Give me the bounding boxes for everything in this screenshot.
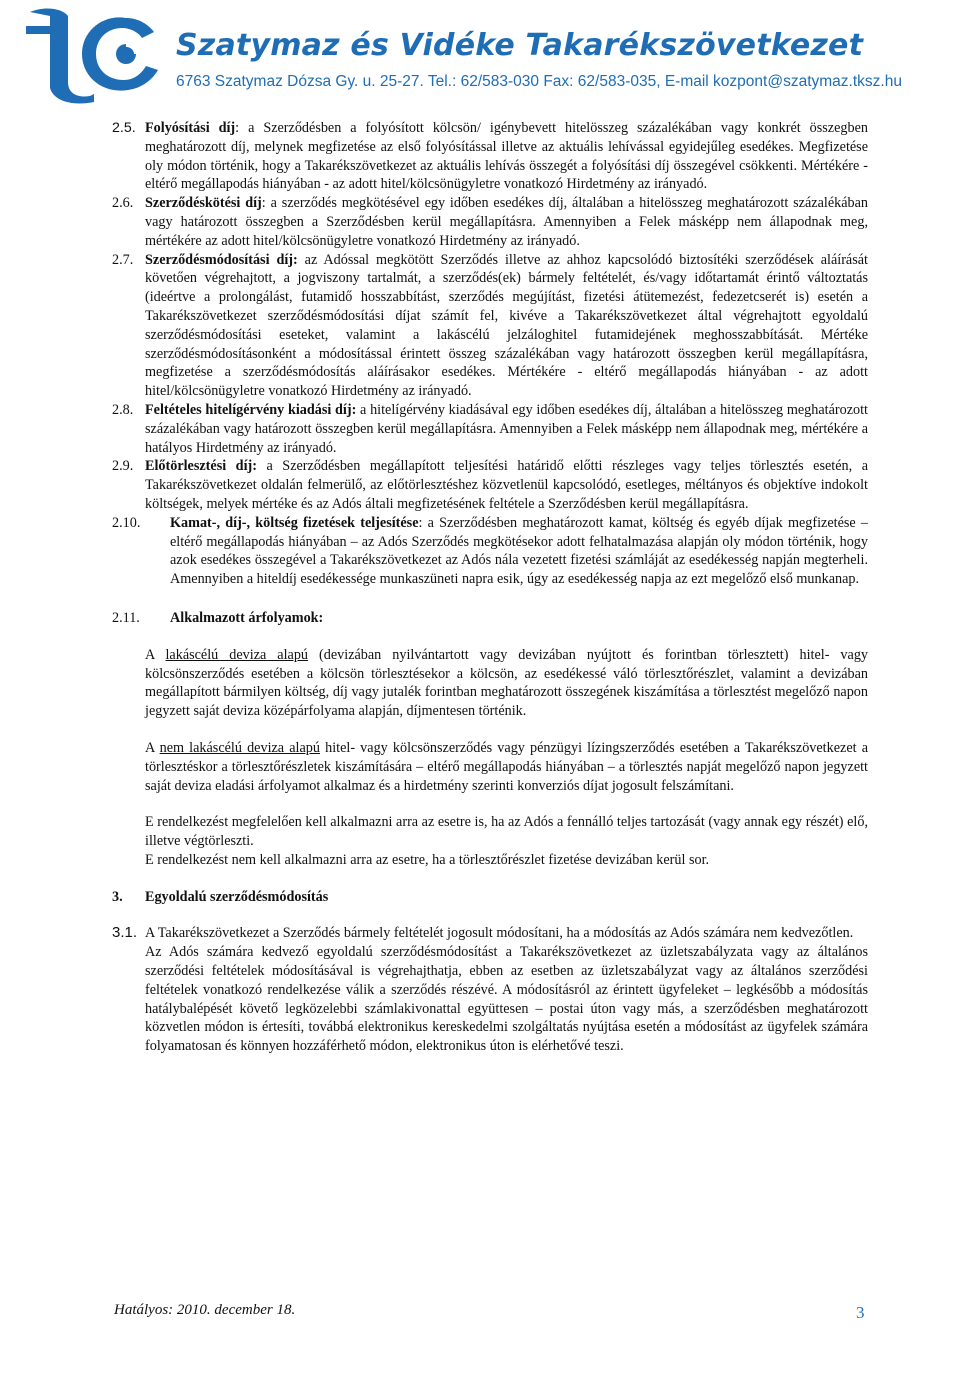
- section-number: 2.5.: [112, 120, 136, 136]
- section-2-11: [112, 609, 868, 628]
- page-number: 3: [856, 1303, 865, 1322]
- section-text: : a Szerződésben a folyósított kölcsön/ igénybevett hitelösszeg százalékában vagy konkrét összegben meghatározott díj, melynek megfizetése az első folyósítással illetve az aktuális lehívással egyidejűleg esedékes. Megfizetése oly módon történik, hogy a Takarékszövetkezet az aktuális lehívás összegét a folyósítási díj összegével csökkenti. Mértékére - eltérő megállapodás hiányában - az adott hitel/kölcsönügyletre vonatkozó Hirdetmény az irányadó.: [145, 120, 868, 193]
- bank-logo-icon: [8, 4, 168, 104]
- section-text: : a szerződés megkötésével egy időben esedékes díj, általában a hitelösszeg meghatározott százalékában vagy határozott összegben a Szerződésben kerül megállapításra. Amennyiben a Felek másképp nem állapodnak meg, mértékére az adott hitel/kölcsönügyletre vonatkozó Hirdetmény az irányadó.: [145, 195, 868, 249]
- section-number: 2.6.: [112, 195, 134, 212]
- section-title: Kamat-, díj-, költség fizetések teljesítése: [170, 514, 419, 531]
- section-number: 2.9.: [112, 458, 134, 475]
- section-number: 2.8.: [112, 401, 134, 418]
- section-3-1: [112, 924, 868, 943]
- section-text: a Szerződésben megállapított teljesítési határidő előtti részleges vagy teljes törlesztés esetén, a Takarékszövetkezet oldalán felmerülő, az előtörlesztéshez közvetlenül kapcsolódó, esetleges, méltányos és objektíve indokolt költségek, melyek mértéke és az Adós általi megfizetésének feltétele a Szerződésben kerül megállapításra.: [145, 458, 868, 512]
- bank-address: 6763 Szatymaz Dózsa Gy. u. 25-27. Tel.: 62/583-030 Fax: 62/583-035, E-mail kozpont@szatymaz.tksz.hu: [176, 73, 902, 90]
- section-title: Feltételes hitelígérvény kiadási díj:: [145, 401, 357, 418]
- section-2-9: [112, 457, 868, 513]
- underlined-term: lakáscélú deviza alapú: [165, 646, 309, 663]
- section-2-6: [112, 194, 868, 250]
- section-2-8: [112, 401, 868, 457]
- section-2-5: [112, 119, 868, 194]
- section-title: Szerződéskötési díj: [145, 195, 262, 212]
- section-number: 2.10.: [112, 514, 141, 531]
- section-title: Folyósítási díj: [145, 120, 236, 136]
- bank-name: Szatymaz és Vidéke Takarékszövetkezet: [176, 28, 864, 63]
- section-text: a hitelígérvény kiadásával egy időben esedékes díj, általában a hitelösszeg meghatározott százalékában vagy határozott összegben kerül megállapításra. Amennyiben a Felek másképp nem állapodnak meg, mértékére a hatályos Hirdetmény az irányadó.: [145, 401, 868, 456]
- underlined-term: nem lakáscélú deviza alapú: [159, 739, 320, 756]
- section-paragraph: Az Adós számára kedvező egyoldalú szerződésmódosítást a Takarékszövetkezet az üzletszabályzata vagy az általános szerződési feltételek módosításával is végrehajthatja, ebben az esetben az üzletszabályzat vagy az általános szerződési feltételek vonatkozó rendelkezése válik a szerződés részévé. A módosításról az érintett ügyfeleket – legkésőbb a módosítás hatálybalépését követő legközelebbi számlakivonattal együttesen – postai úton vagy más, a szerződésben meghatározott közvetlen módon is értesíti, továbbá elektronikus kereskedelmi szolgáltatás nyújtása esetén a módosítást az ügyfelek számára folyamatosan és könnyen hozzáférhető módon, elektronikus úton is elérhetővé teszi.: [145, 944, 868, 1055]
- section-number: 3.1.: [112, 924, 138, 942]
- section-number: 2.7.: [112, 251, 134, 268]
- letterhead: [0, 0, 960, 108]
- provision-paragraph: E rendelkezést nem kell alkalmazni arra az esetre, ha a törlesztőrészlet fizetése devizában kerül sor.: [145, 851, 710, 868]
- section-3: [112, 888, 868, 907]
- effective-date: Hatályos: 2010. december 18.: [114, 1302, 296, 1318]
- fx-housing-paragraph: A lakáscélú deviza alapú (devizában nyilvántartott vagy devizában nyújtott és forintban törlesztett) hitel- vagy kölcsönszerződés esetében a kölcsön törlesztésekor a kölcsön, az esedékessé váló törlesztőrészlet, valamint a devizában megállapított bármilyen költség, díj vagy jutalék forintban meghatározott összegének kiszámítása a törlesztést megelőző napon jegyzett saját deviza középárfolyama alapján, díjmentesen történik.: [145, 646, 869, 720]
- section-2-7: [112, 251, 868, 401]
- section-2-10: [112, 514, 868, 589]
- document-body: [112, 119, 868, 1056]
- section-number: 3.: [112, 888, 123, 905]
- fx-nonhousing-paragraph: A nem lakáscélú deviza alapú hitel- vagy kölcsönszerződés vagy pénzügyi lízingszerződés esetében a Takarékszövetkezet a törlesztéskor a törlesztőrészletek kiszámítására – eltérő megállapodás hiányában – a törlesztés napját megelőző napon jegyzett saját deviza eladási árfolyamot alkalmaz és a hirdetmény szerinti konverziós díjat jogosult felszámítani.: [145, 739, 868, 794]
- section-title: Előtörlesztési díj:: [145, 458, 257, 475]
- section-heading: Egyoldalú szerződésmódosítás: [145, 888, 329, 905]
- section-title: Szerződésmódosítási díj:: [145, 251, 298, 268]
- section-number: 2.11.: [112, 609, 140, 626]
- provision-paragraph: E rendelkezést megfelelően kell alkalmazni arra az esetre is, ha az Adós a fennálló teljes tartozását (vagy annak egy részét) elő, illetve végtörleszti.: [145, 814, 868, 850]
- section-text: : a Szerződésben meghatározott kamat, költség és egyéb díjak megfizetése – eltérő megállapodás hiányában – az Adós Szerződés megkötésekor adott felhatalmazása alapján oly módon történik, hogy azok esedékes összegével a Takarékszövetkezet az Adós nála vezetett fizetési számláját az esedékesség napján megterheli. Amennyiben a hiteldíj esedékessége munkaszüneti napra esik, úgy az esedékesség napja az ezt megelőző első munkanap.: [170, 514, 868, 588]
- section-text: az Adóssal megkötött Szerződés illetve az ahhoz kapcsolódó biztosítéki szerződések aláírását követően végrehajtott, a jogviszony tartalmát, a szerződés(ek) bármely feltételét, és/vagy időtartamát érintő változtatás (ideértve a prolongálást, futamidő hosszabbítást, szerződés megújítást, fizetési átütemezést, fedezetcserét is) esetén a Takarékszövetkezet szerződésmódosítási díjat számít fel, kivéve a Takarékszövetkezet által végrehajtott egyoldalú szerződésmódosítási eseteket, valamint a lakáscélú jelzáloghitel futamidejének meghosszabbítását. Mértéke szerződésmódosításonként a módosítással érintett összeg százalékában vagy határozott összegben kerül megállapításra, megfizetése a szerződésmódosítás aláírásakor esedékes. Mértékére - eltérő megállapodás hiányában - az adott hitel/kölcsönügyletre vonatkozó Hirdetmény az irányadó.: [145, 251, 868, 400]
- section-text: A Takarékszövetkezet a Szerződés bármely feltételét jogosult módosítani, ha a módosítás az Adós számára nem kedvezőtlen.: [145, 925, 854, 942]
- section-title: Alkalmazott árfolyamok:: [170, 609, 324, 626]
